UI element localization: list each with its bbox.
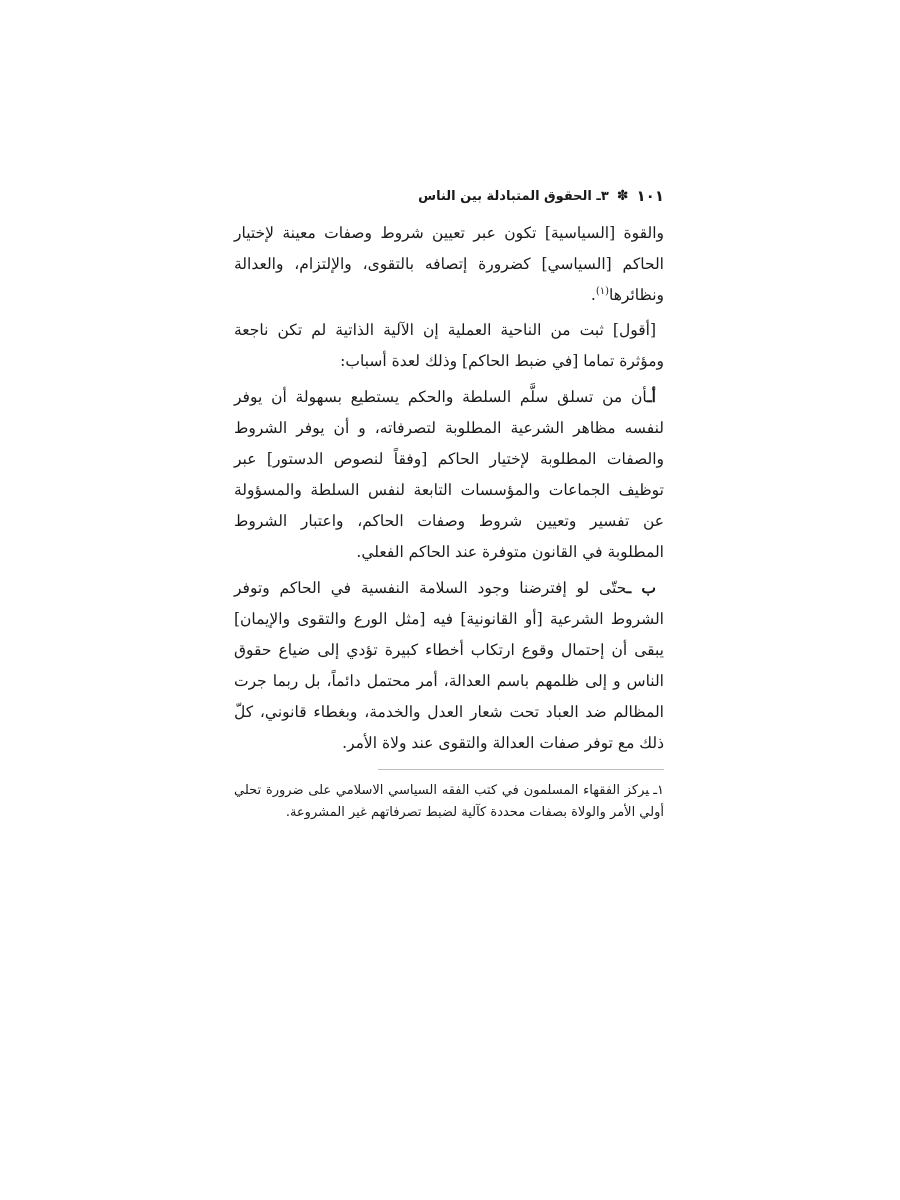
footnote-text: يركز الفقهاء المسلمون في كتب الفقه السياسي الاسلامي على ضرورة تحلي أولي الأمر والولاة بصفات محددة كآلية لضبط تصرفاتهم غير المشروعة. [234, 783, 664, 820]
running-header [234, 178, 664, 214]
paragraph-3 [234, 381, 664, 568]
paragraph-4-text: حتّى لو إفترضنا وجود السلامة النفسية في الحاكم وتوفر الشروط الشرعية [أو القانونية] فيه [مثل الورع والتقوى والإيمان] يبقى أن إحتمال وقوع ارتكاب أخطاء كبيرة تؤدي إلى ضياع حقوق الناس و إلى ظلمهم باسم العدالة، أمر محتمل دائماً، بل ربما جرت المظالم ضد العباد تحت شعار العدل والخدمة، وبغطاء قانوني، كلّ ذلك مع توفر صفات العدالة والتقوى عند ولاة الأمر. [234, 579, 664, 752]
footnote [234, 780, 664, 824]
paragraph-2: [أقول] ثبت من الناحية العملية إن الآلية الذاتية لم تكن ناجعة ومؤثرة تماما [في ضبط الحاكم] وذلك لعدة أسباب: [234, 321, 664, 370]
section-title: ٣ـ الحقوق المتبادلة بين الناس [418, 188, 609, 204]
flower-ornament-icon: ✽ [616, 188, 629, 204]
page-number: ١٠١ [636, 187, 664, 205]
paragraph-4 [234, 572, 664, 759]
paragraph-3-text: أن من تسلق سلَّم السلطة والحكم يستطيع بسهولة أن يوفر لنفسه مظاهر الشرعية المطلوبة لتصرفاته، و أن يوفر الشروط والصفات المطلوبة لإختيار الحاكم [وفقاً لنصوص الدستور] عبر توظيف الجماعات والمؤسسات التابعة لنفس السلطة والمسؤولة عن تفسير وتعيين شروط وصفات الحاكم، واعتبار الشروط المطلوبة في القانون متوفرة عند الحاكم الفعلي. [234, 388, 664, 561]
footnote-number: ١ـ [653, 783, 664, 798]
body-text [234, 218, 664, 759]
book-page [234, 178, 664, 824]
footnote-divider [378, 769, 664, 770]
paragraph-3-label: أـ [647, 387, 656, 406]
footnote-reference[interactable]: (١) [595, 285, 609, 297]
paragraph-1 [234, 218, 664, 311]
paragraph-4-label: ب ـ [626, 578, 656, 597]
paragraph-1-text: والقوة [السياسية] تكون عبر تعيين شروط وصفات معينة لإختيار الحاكم [السياسي] كضرورة إتصافه بالتقوى، والإلتزام، والعدالة ونظائرها [234, 224, 664, 304]
paragraph-1-end: . [590, 286, 596, 304]
